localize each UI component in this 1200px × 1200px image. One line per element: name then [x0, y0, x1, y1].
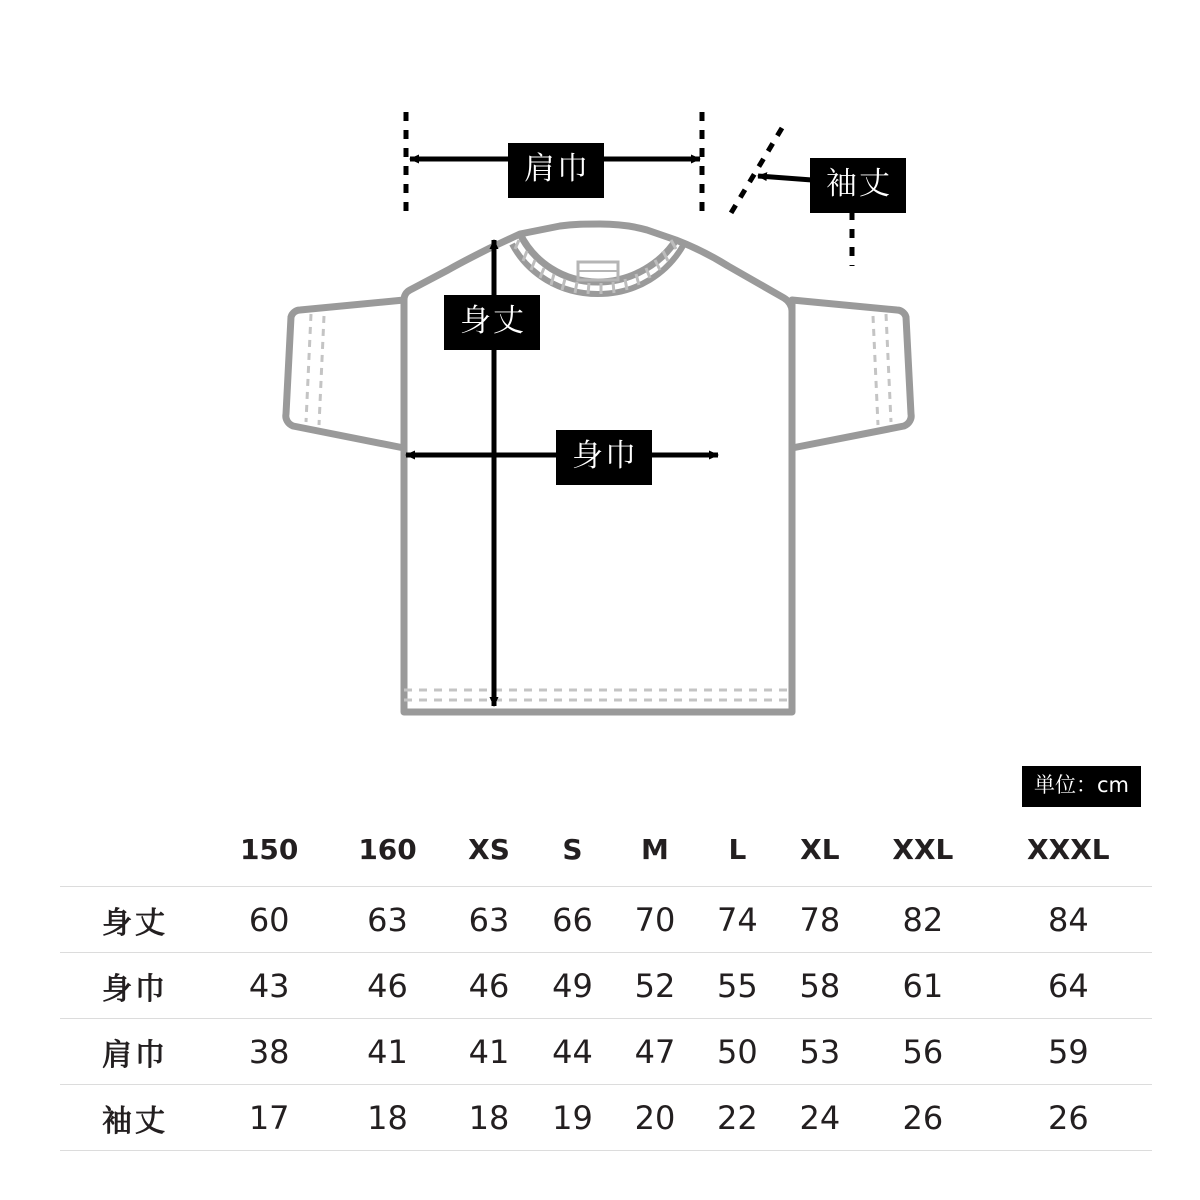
cell-body-length-xxxl: 84: [1047, 900, 1089, 939]
cell-body-length-160: 63: [367, 900, 408, 939]
col-header-160: 160: [358, 832, 417, 866]
row-header-sleeve-length: 袖丈: [102, 1103, 168, 1139]
cell-body-width-xxl: 61: [902, 966, 944, 1005]
table-row: [60, 887, 1152, 953]
cell-sleeve-length-l: 22: [717, 1098, 758, 1137]
cell-body-width-xs: 46: [468, 966, 510, 1005]
label-shoulder-width: 肩巾: [508, 143, 604, 198]
col-header-xl: XL: [800, 832, 840, 866]
col-header-m: M: [641, 832, 669, 866]
col-header-xxxl: XXXL: [1027, 832, 1110, 866]
cell-sleeve-length-s: 19: [552, 1098, 593, 1137]
cell-body-length-xs: 63: [468, 900, 510, 939]
cell-body-width-xl: 58: [799, 966, 841, 1005]
cell-body-width-160: 46: [367, 966, 408, 1005]
cell-sleeve-length-xs: 18: [468, 1098, 510, 1137]
cell-body-width-l: 55: [717, 966, 758, 1005]
corner-cell: [60, 818, 210, 887]
size-table-body: [60, 887, 1152, 1151]
cell-sleeve-length-xl: 24: [799, 1098, 841, 1137]
col-header-xxl: XXL: [892, 832, 954, 866]
cell-body-length-m: 70: [634, 900, 676, 939]
cell-sleeve-length-xxl: 26: [902, 1098, 944, 1137]
cell-body-width-m: 52: [634, 966, 676, 1005]
cell-body-length-xl: 78: [799, 900, 841, 939]
label-sleeve-length: 袖丈: [810, 158, 906, 213]
cell-shoulder-width-xxl: 56: [902, 1032, 944, 1071]
table-row: [60, 1019, 1152, 1085]
size-table-head: [60, 818, 1152, 887]
cell-body-length-150: 60: [248, 900, 290, 939]
cell-shoulder-width-160: 41: [367, 1032, 408, 1071]
cell-body-length-s: 66: [552, 900, 593, 939]
cell-shoulder-width-xxxl: 59: [1047, 1032, 1089, 1071]
cell-sleeve-length-150: 17: [248, 1098, 290, 1137]
col-header-xs: XS: [468, 832, 510, 866]
cell-body-length-xxl: 82: [902, 900, 944, 939]
row-header-body-length: 身丈: [102, 905, 168, 941]
cell-body-width-s: 49: [552, 966, 593, 1005]
cell-shoulder-width-l: 50: [717, 1032, 758, 1071]
cell-shoulder-width-xs: 41: [468, 1032, 510, 1071]
label-body-width: 身巾: [556, 430, 652, 485]
cell-body-length-l: 74: [717, 900, 758, 939]
cell-sleeve-length-xxxl: 26: [1047, 1098, 1089, 1137]
cell-body-width-150: 43: [248, 966, 290, 1005]
cell-shoulder-width-s: 44: [552, 1032, 593, 1071]
table-row: [60, 953, 1152, 1019]
cell-shoulder-width-150: 38: [248, 1032, 290, 1071]
unit-badge: 単位：cm: [1022, 766, 1141, 807]
cell-shoulder-width-xl: 53: [799, 1032, 841, 1071]
col-header-l: L: [728, 832, 747, 866]
col-header-150: 150: [239, 832, 299, 866]
col-header-s: S: [562, 832, 583, 866]
table-row: [60, 1085, 1152, 1151]
cell-sleeve-length-160: 18: [367, 1098, 408, 1137]
row-header-body-width: 身巾: [102, 971, 168, 1007]
cell-shoulder-width-m: 47: [634, 1032, 676, 1071]
label-body-length: 身丈: [444, 295, 540, 350]
cell-body-width-xxxl: 64: [1047, 966, 1089, 1005]
cell-sleeve-length-m: 20: [634, 1098, 676, 1137]
table-header-row: [60, 818, 1152, 887]
size-table: [60, 818, 1152, 1151]
row-header-shoulder-width: 肩巾: [102, 1037, 168, 1073]
